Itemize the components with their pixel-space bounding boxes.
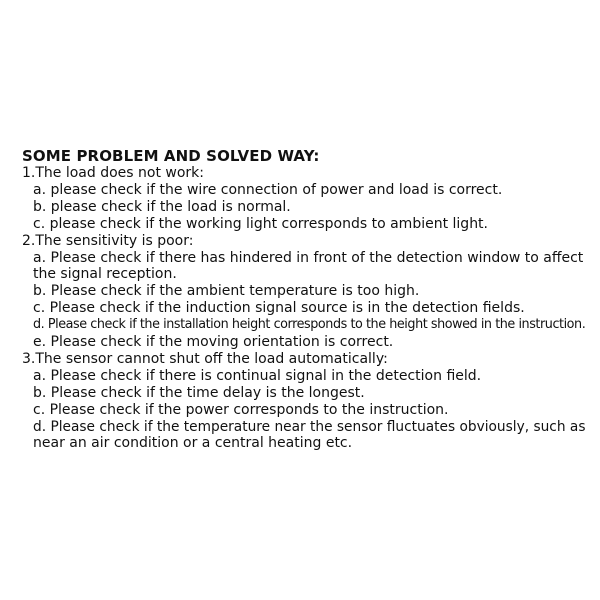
section-2-item-a: a. Please check if there has hindered in front of the detection window to affect: [33, 250, 584, 266]
document-title: SOME PROBLEM AND SOLVED WAY:: [22, 147, 320, 165]
section-1-item-a: a. please check if the wire connection of power and load is correct.: [33, 182, 503, 198]
section-3-item-c: c. Please check if the power corresponds to the instruction.: [33, 402, 449, 418]
section-3-item-b: b. Please check if the time delay is the longest.: [33, 385, 365, 401]
section-1-heading: 1.The load does not work:: [22, 165, 204, 181]
section-2-item-b: b. Please check if the ambient temperature is too high.: [33, 283, 420, 299]
section-2-item-d: d. Please check if the installation height corresponds to the height showed in the instruction.: [33, 317, 586, 332]
section-2-item-e: e. Please check if the moving orientation is correct.: [33, 334, 394, 350]
section-3-heading: 3.The sensor cannot shut off the load automatically:: [22, 351, 388, 367]
section-1-item-c: c. please check if the working light corresponds to ambient light.: [33, 216, 488, 232]
section-2-heading: 2.The sensitivity is poor:: [22, 233, 194, 249]
section-3-item-d: d. Please check if the temperature near the sensor fluctuates obviously, such as: [33, 419, 586, 435]
section-3-item-a: a. Please check if there is continual signal in the detection field.: [33, 368, 482, 384]
section-2-item-c: c. Please check if the induction signal source is in the detection fields.: [33, 300, 525, 316]
section-3-item-d-continued: near an air condition or a central heating etc.: [33, 435, 353, 451]
section-2-item-a-continued: the signal reception.: [33, 266, 177, 282]
section-1-item-b: b. please check if the load is normal.: [33, 199, 291, 215]
